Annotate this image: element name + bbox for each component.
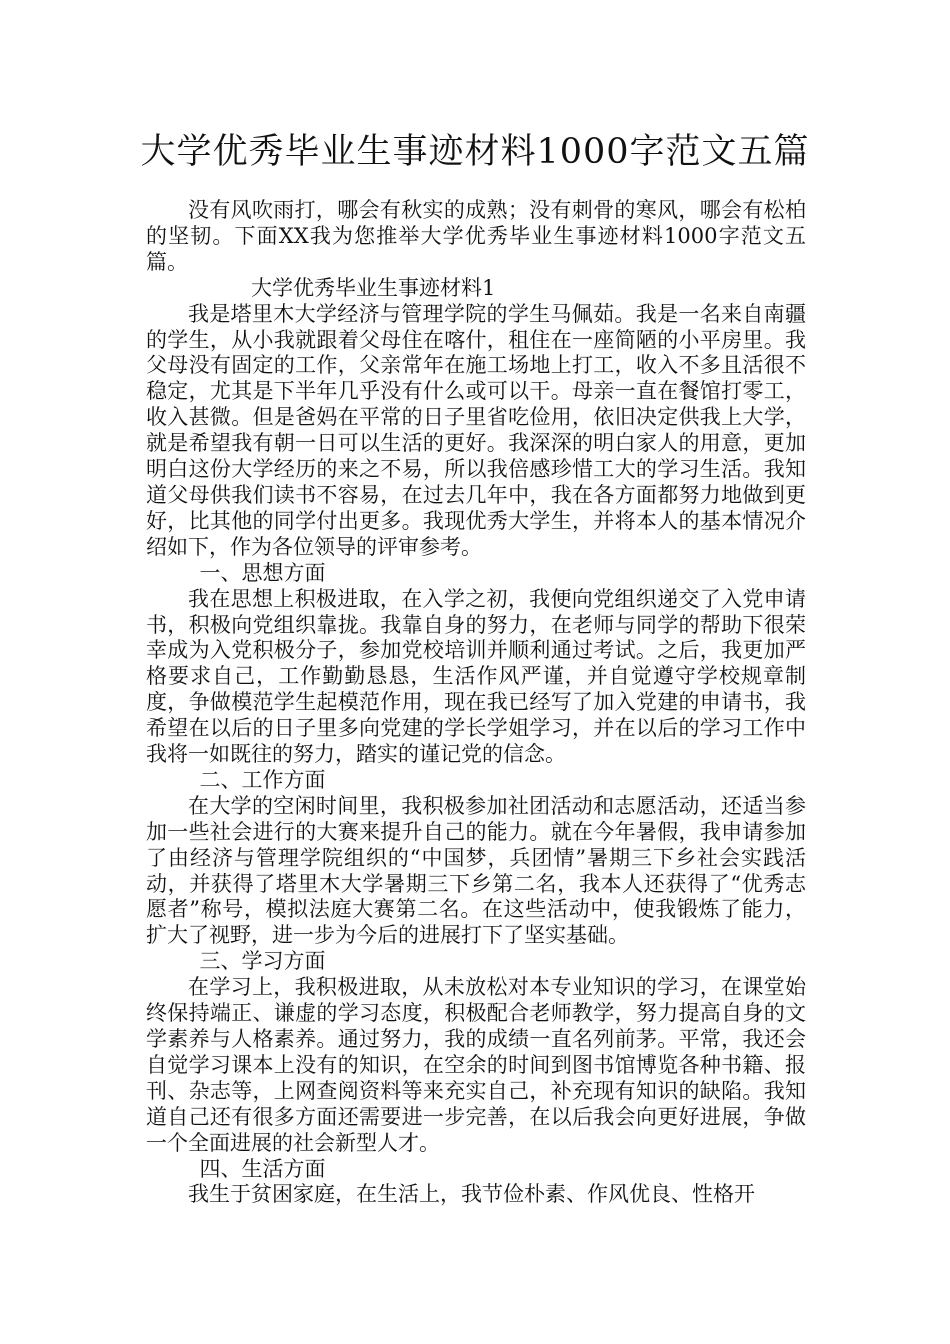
section-text-thought: 我在思想上积极进取，在入学之初，我便向党组织递交了入党申请书，积极向党组织靠拢。我靠自身的努力，在老师与同学的帮助下很荣幸成为入党积极分子，参加党校培训并顺利通过考试。之后，我更加严格要求自己，工作勤勤恳恳，生活作风严谨，并自觉遵守学校规章制度，争做模范学生起模范作用，现在我已经写了加入党建的申请书，我希望在以后的日子里多向党建的学长学姐学习，并在以后的学习工作中我将一如既往的努力，踏实的谨记党的信念。: [146, 586, 806, 767]
opening-paragraph: 我是塔里木大学经济与管理学院的学生马佩茹。我是一名来自南疆的学生，从小我就跟着父母住在喀什，租住在一座简陋的小平房里。我父母没有固定的工作，父亲常年在施工场地上打工，收入不多且活很不稳定，尤其是下半年几乎没有什么或可以干。母亲一直在餐馆打零工，收入甚微。但是爸妈在平常的日子里省吃俭用，依旧决定供我上大学，就是希望我有朝一日可以生活的更好。我深深的明白家人的用意，更加明白这份大学经历的来之不易，所以我倍感珍惜工大的学习生活。我知道父母供我们读书不容易，在过去几年中，我在各方面都努力地做到更好，比其他的同学付出更多。我现优秀大学生，并将本人的基本情况介绍如下，作为各位领导的评审参考。: [146, 301, 806, 559]
section-text-work: 在大学的空闲时间里，我积极参加社团活动和志愿活动，还适当参加一些社会进行的大赛来提升自己的能力。就在今年暑假，我申请参加了由经济与管理学院组织的“中国梦，兵团情”暑期三下乡社会实践活动，并获得了塔里木大学暑期三下乡第二名，我本人还获得了“优秀志愿者”称号，模拟法庭大赛第二名。在这些活动中，使我锻炼了能力，扩大了视野，进一步为今后的进展打下了坚实基础。: [146, 793, 806, 948]
section-heading-life: 四、生活方面: [199, 1156, 326, 1181]
section-heading-study: 三、学习方面: [199, 949, 326, 974]
intro-paragraph: 没有风吹雨打，哪会有秋实的成熟；没有刺骨的寒风，哪会有松柏的坚韧。下面XX我为您推举大学优秀毕业生事迹材料1000字范文五篇。: [146, 198, 806, 274]
section-heading-thought: 一、思想方面: [199, 560, 326, 585]
document-title: 大学优秀毕业生事迹材料1000字范文五篇: [140, 132, 810, 172]
section-text-study: 在学习上，我积极进取，从未放松对本专业知识的学习，在课堂始终保持端正、谦虚的学习态度，积极配合老师教学，努力提高自身的文学素养与人格素养。通过努力，我的成绩一直名列前茅。平常，我还会自觉学习课本上没有的知识，在空余的时间到图书馆博览各种书籍、报刊、杂志等，上网查阅资料等来充实自己，补充现有知识的缺陷。我知道自己还有很多方面还需要进一步完善，在以后我会向更好进展，争做一个全面进展的社会新型人才。: [146, 975, 806, 1155]
section-text-life: 我生于贫困家庭，在生活上，我节俭朴素、作风优良、性格开: [188, 1182, 755, 1207]
article-title: 大学优秀毕业生事迹材料1: [251, 275, 496, 300]
document-body: [146, 198, 806, 1208]
section-heading-work: 二、工作方面: [199, 767, 326, 792]
